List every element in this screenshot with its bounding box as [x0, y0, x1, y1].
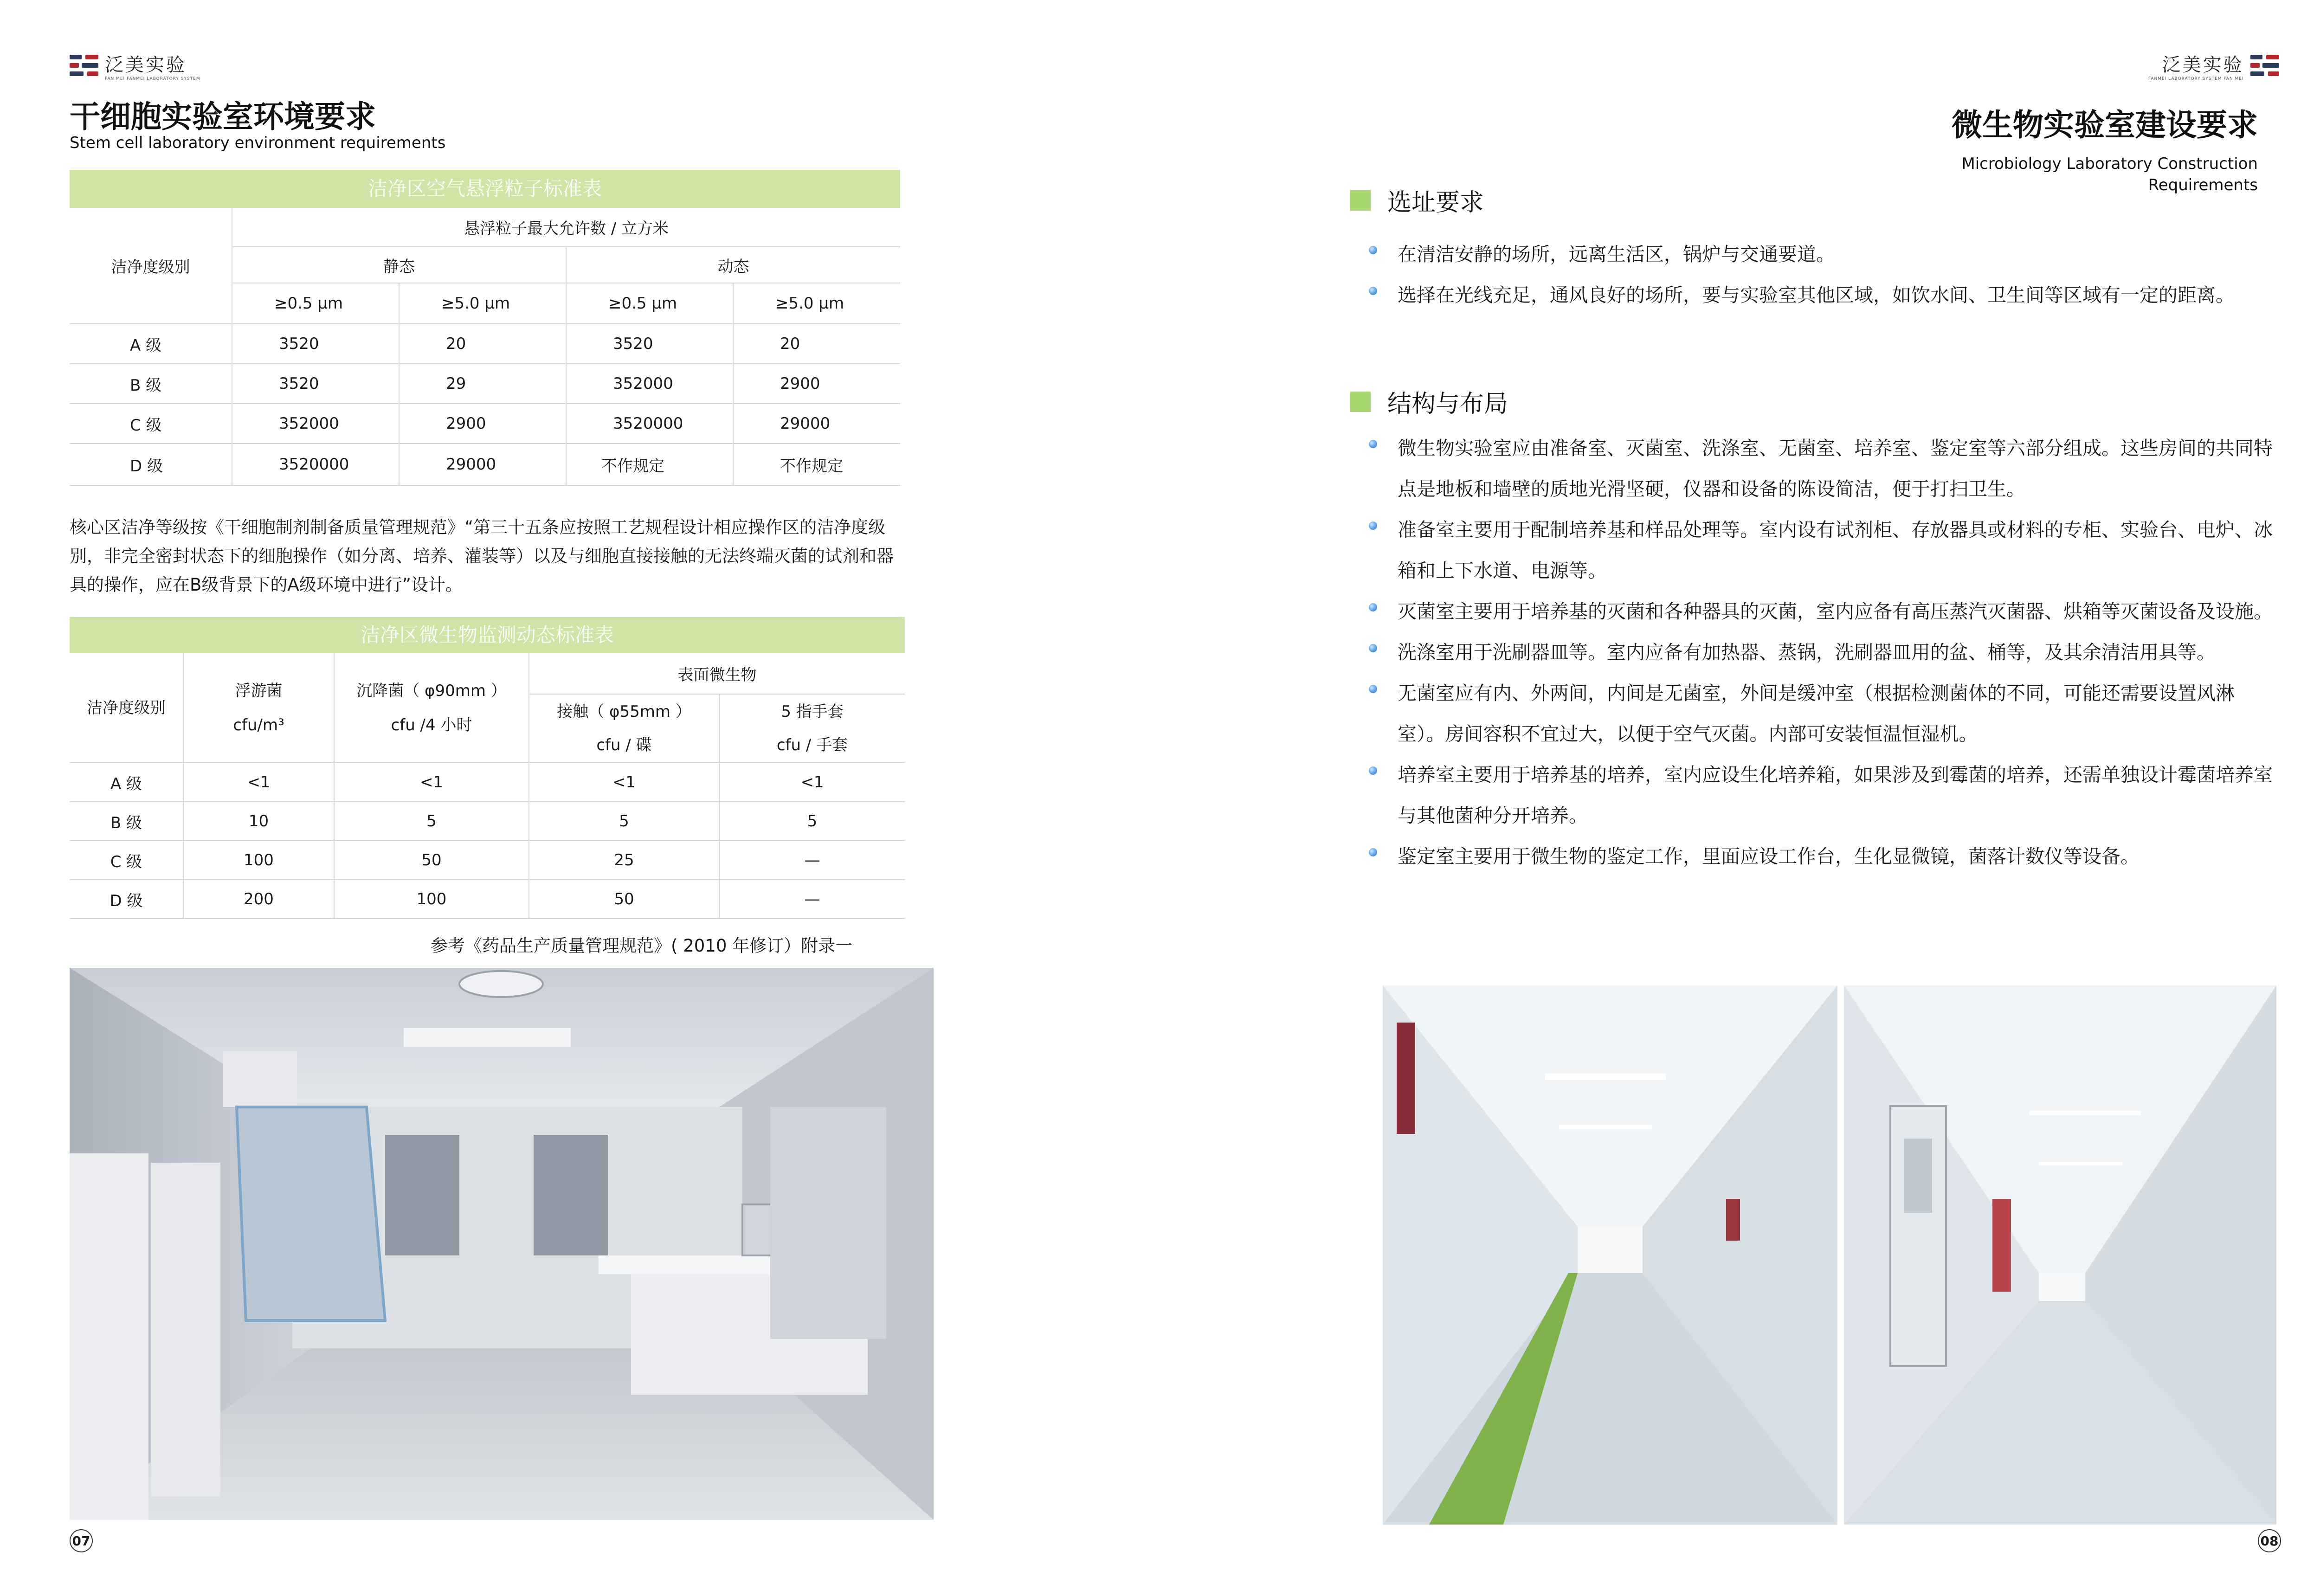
page-title: 干细胞实验室环境要求	[70, 99, 376, 135]
page-title: 微生物实验室建设要求	[1952, 107, 2258, 143]
list-item: 准备室主要用于配制培养基和样品处理等。室内设有试剂柜、存放器具或材料的专柜、实验台、电炉、冰箱和上下水道、电源等。	[1367, 509, 2276, 591]
floating-unit: cfu/m³	[233, 715, 284, 734]
max-count-header: 悬浮粒子最大允许数 / 立方米	[232, 208, 900, 247]
grade-cell: C 级	[70, 841, 183, 880]
section-site-selection	[1350, 183, 1484, 218]
size-header: ≥0.5 µm	[566, 283, 733, 324]
floating-header	[183, 653, 334, 763]
value-cell: 352000	[232, 404, 399, 444]
list-item: 无菌室应有内、外两间，内间是无菌室，外间是缓冲室（根据检测菌体的不同，可能还需要设置风淋室）。房间容积不宜过大，以便于空气灭菌。内部可安装恒温恒湿机。	[1367, 673, 2276, 754]
bullet-icon	[1369, 644, 1377, 652]
microbe-table	[70, 653, 905, 919]
corridor-photo-left	[1383, 985, 1837, 1525]
value-cell: 20	[733, 324, 900, 364]
value-cell: 29000	[399, 444, 566, 485]
page-number-left: 07	[70, 1529, 93, 1552]
green-square-icon	[1350, 190, 1371, 211]
value-cell: 200	[183, 880, 334, 919]
corridor-photo-right	[1844, 985, 2276, 1525]
value-cell: 不作规定	[566, 444, 733, 485]
value-cell: 352000	[566, 364, 733, 404]
structure-requirements-list	[1367, 428, 2276, 877]
value-cell: 29	[399, 364, 566, 404]
value-cell: 2900	[399, 404, 566, 444]
bullet-icon	[1369, 685, 1377, 693]
corridor-illustration-right	[1844, 985, 2276, 1525]
glove-label: 5 指手套	[781, 702, 844, 721]
list-item: 在清洁安静的场所，远离生活区，锅炉与交通要道。	[1367, 234, 2276, 275]
table-row	[70, 208, 900, 247]
value-cell: 5	[719, 802, 905, 841]
value-cell: 5	[334, 802, 529, 841]
floating-label: 浮游菌	[235, 681, 283, 700]
table-row	[70, 364, 900, 404]
section-title: 结构与布局	[1387, 390, 1508, 418]
list-item: 选择在光线充足，通风良好的场所，要与实验室其他区域，如饮水间、卫生间等区域有一定的距离。	[1367, 275, 2276, 315]
grade-cell: D 级	[70, 880, 183, 919]
table-row	[70, 880, 905, 919]
value-cell: <1	[334, 763, 529, 802]
brand-logo	[70, 50, 200, 81]
subtitle-line-2: Requirements	[2148, 176, 2258, 194]
value-cell: 3520	[232, 324, 399, 364]
size-header: ≥5.0 µm	[733, 283, 900, 324]
table-row	[70, 444, 900, 485]
grade-cell: A 级	[70, 763, 183, 802]
section-title: 选址要求	[1387, 189, 1484, 217]
value-cell: 5	[529, 802, 719, 841]
bullet-icon	[1369, 521, 1377, 530]
bullet-icon	[1369, 246, 1377, 254]
page-subtitle: Stem cell laboratory environment requirements	[70, 134, 446, 152]
value-cell: 29000	[733, 404, 900, 444]
logo-subtitle: FANMEI LABORATORY SYSTEM FAN MEI	[2148, 77, 2244, 81]
brand-logo	[2148, 50, 2279, 81]
bullet-icon	[1369, 603, 1377, 611]
grade-header: 洁净度级别	[70, 208, 232, 324]
microbe-table-title: 洁净区微生物监测动态标准表	[70, 617, 905, 653]
section-structure-layout	[1350, 384, 1508, 419]
glove-unit: cfu / 手套	[776, 736, 848, 754]
right-page	[1168, 0, 2320, 1596]
settle-unit: cfu /4 小时	[391, 715, 472, 734]
contact-unit: cfu / 碟	[596, 736, 652, 754]
static-header: 静态	[232, 247, 566, 283]
value-cell: <1	[183, 763, 334, 802]
table-row	[70, 841, 905, 880]
value-cell: 25	[529, 841, 719, 880]
page-number-right: 08	[2258, 1529, 2281, 1552]
grade-cell: D 级	[70, 444, 232, 485]
size-header: ≥0.5 µm	[232, 283, 399, 324]
table-row	[70, 802, 905, 841]
list-item: 微生物实验室应由准备室、灭菌室、洗涤室、无菌室、培养室、鉴定室等六部分组成。这些房间的共同特点是地板和墙壁的质地光滑坚硬，仪器和设备的陈设简洁，便于打扫卫生。	[1367, 428, 2276, 509]
settle-label: 沉降菌（ φ90mm ）	[356, 681, 507, 700]
value-cell: 50	[529, 880, 719, 919]
table-row	[70, 763, 905, 802]
value-cell: —	[719, 841, 905, 880]
stem-cell-lab-photo	[70, 968, 934, 1520]
bullet-icon	[1369, 287, 1377, 295]
value-cell: 20	[399, 324, 566, 364]
value-cell: 不作规定	[733, 444, 900, 485]
contact-header	[529, 694, 719, 763]
subtitle-line-1: Microbiology Laboratory Construction	[1961, 154, 2258, 173]
bullet-icon	[1369, 440, 1377, 448]
value-cell: 3520	[232, 364, 399, 404]
particle-table	[70, 208, 900, 486]
bullet-icon	[1369, 848, 1377, 856]
logo-name: 泛美实验	[105, 54, 187, 76]
reference-note: 参考《药品生产质量管理规范》( 2010 年修订）附录一	[431, 936, 853, 956]
core-area-paragraph: 核心区洁净等级按《干细胞制剂制备质量管理规范》“第三十五条应按照工艺规程设计相应操作区的洁净度级别，非完全密封状态下的细胞操作（如分离、培养、灌装等）以及与细胞直接接触的无法终端灭菌的试剂和器具的操作，应在B级背景下的A级环境中进行”设计。	[70, 517, 894, 595]
table-row	[70, 324, 900, 364]
value-cell: 3520000	[566, 404, 733, 444]
site-requirements-list	[1367, 234, 2276, 315]
contact-label: 接触（ φ55mm ）	[557, 702, 691, 721]
bullet-icon	[1369, 766, 1377, 775]
value-cell: 10	[183, 802, 334, 841]
list-item: 鉴定室主要用于微生物的鉴定工作，里面应设工作台，生化显微镜，菌落计数仪等设备。	[1367, 836, 2276, 877]
grade-cell: B 级	[70, 802, 183, 841]
table-row	[70, 404, 900, 444]
corridor-illustration-left	[1383, 985, 1837, 1525]
logo-subtitle: FAN MEI FANMEI LABORATORY SYSTEM	[105, 77, 200, 81]
table-row	[70, 653, 905, 694]
value-cell: 100	[183, 841, 334, 880]
size-header: ≥5.0 µm	[399, 283, 566, 324]
value-cell: <1	[529, 763, 719, 802]
value-cell: <1	[719, 763, 905, 802]
value-cell: 2900	[733, 364, 900, 404]
grade-cell: B 级	[70, 364, 232, 404]
particle-table-title: 洁净区空气悬浮粒子标准表	[70, 170, 900, 208]
settle-header	[334, 653, 529, 763]
dynamic-header: 动态	[566, 247, 900, 283]
fanmei-logo-icon	[70, 53, 98, 79]
list-item: 培养室主要用于培养基的培养，室内应设生化培养箱，如果涉及到霉菌的培养，还需单独设计霉菌培养室与其他菌种分开培养。	[1367, 754, 2276, 836]
grade-cell: C 级	[70, 404, 232, 444]
page-subtitle	[1961, 153, 2258, 196]
grade-cell: A 级	[70, 324, 232, 364]
grade-header: 洁净度级别	[70, 653, 183, 763]
logo-name: 泛美实验	[2162, 54, 2244, 76]
value-cell: —	[719, 880, 905, 919]
lab-illustration	[70, 968, 934, 1520]
value-cell: 3520	[566, 324, 733, 364]
list-item: 灭菌室主要用于培养基的灭菌和各种器具的灭菌，室内应备有高压蒸汽灭菌器、烘箱等灭菌设备及设施。	[1367, 591, 2276, 632]
surface-header: 表面微生物	[529, 653, 905, 694]
value-cell: 50	[334, 841, 529, 880]
list-item: 洗涤室用于洗刷器皿等。室内应备有加热器、蒸锅，洗刷器皿用的盆、桶等，及其余清洁用具等。	[1367, 632, 2276, 673]
green-square-icon	[1350, 392, 1371, 412]
value-cell: 100	[334, 880, 529, 919]
glove-header	[719, 694, 905, 763]
fanmei-logo-icon	[2250, 53, 2279, 79]
value-cell: 3520000	[232, 444, 399, 485]
